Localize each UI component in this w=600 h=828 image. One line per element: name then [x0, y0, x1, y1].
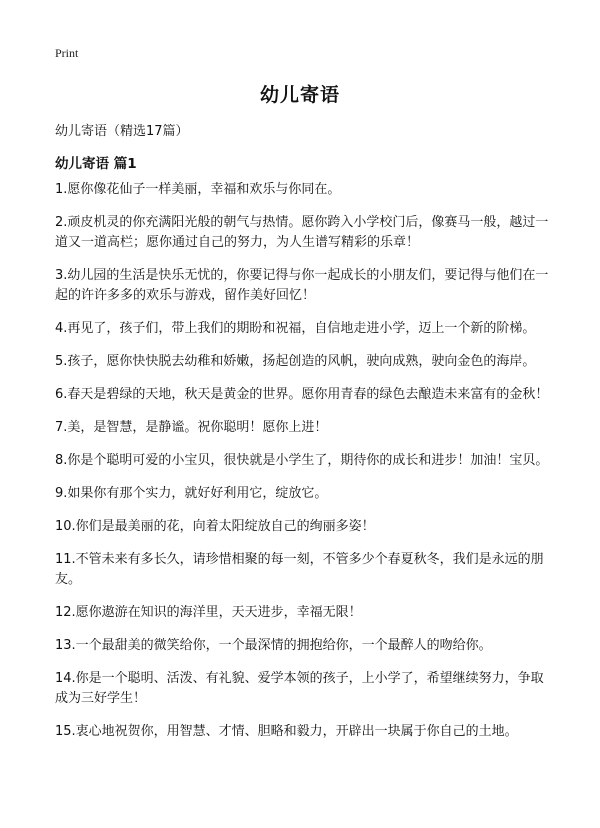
message-item: 12.愿你遨游在知识的海洋里，天天进步，幸福无限！ [55, 605, 362, 620]
document-subtitle: 幼儿寄语（精选17篇） [55, 124, 189, 139]
message-list [55, 180, 555, 755]
message-item: 15.衷心地祝贺你，用智慧、才情、胆略和毅力，开辟出一块属于你自己的土地。 [55, 724, 518, 739]
message-item: 2.顽皮机灵的你充满阳光般的朝气与热情。愿你跨入小学校门后，像赛马一般，越过一道又一道高栏；愿你通过自己的努力，为人生谱写精彩的乐章！ [55, 215, 549, 250]
message-item: 14.你是一个聪明、活泼、有礼貌、爱学本领的孩子，上小学了，希望继续努力，争取成为三好学生！ [55, 671, 544, 706]
section-heading: 幼儿寄语 篇1 [55, 156, 137, 172]
message-item: 8.你是个聪明可爱的小宝贝，很快就是小学生了，期待你的成长和进步！加油！宝贝。 [55, 453, 549, 468]
message-item: 13.一个最甜美的微笑给你，一个最深情的拥抱给你，一个最醉人的吻给你。 [55, 638, 492, 653]
message-item: 9.如果你有那个实力，就好好利用它，绽放它。 [55, 486, 328, 501]
message-item: 10.你们是最美丽的花，向着太阳绽放自己的绚丽多姿！ [55, 519, 375, 534]
message-item: 11.不管未来有多长久，请珍惜相聚的每一刻，不管多少个春夏秋冬，我们是永远的朋友。 [55, 552, 544, 587]
print-link[interactable]: Print [55, 46, 79, 60]
message-item: 3.幼儿园的生活是快乐无忧的，你要记得与你一起成长的小朋友们，要记得与他们在一起的许许多多的欢乐与游戏，留作美好回忆！ [55, 268, 549, 303]
message-item: 4.再见了，孩子们，带上我们的期盼和祝福，自信地走进小学，迈上一个新的阶梯。 [55, 321, 536, 336]
page-title: 幼儿寄语 [259, 84, 340, 106]
message-item: 7.美，是智慧，是静谧。祝你聪明！愿你上进！ [55, 420, 328, 435]
message-item: 1.愿你像花仙子一样美丽，幸福和欢乐与你同在。 [55, 182, 341, 197]
message-item: 6.春天是碧绿的天地，秋天是黄金的世界。愿你用青春的绿色去酿造未来富有的金秋！ [55, 387, 549, 402]
message-item: 5.孩子，愿你快快脱去幼稚和娇嫩，扬起创造的风帆，驶向成熟，驶向金色的海岸。 [55, 354, 536, 369]
